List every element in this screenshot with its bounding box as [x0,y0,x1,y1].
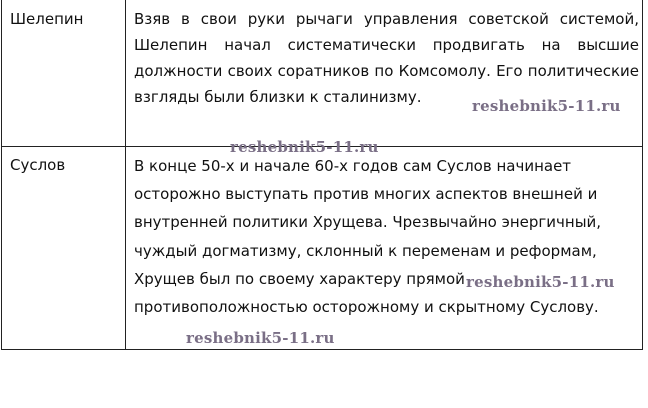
watermark: reshebnik5-11.ru [186,329,335,347]
text-line: В конце 50-х и начале 60-х годов сам Суслов начинает [134,157,572,175]
description-cell [134,152,639,321]
text-line: Шелепин начал систематически продвигать на высшие [134,36,639,54]
text-line: внутренней политики Хрущева. Чрезвычайно энергичный, [134,213,602,232]
text-line: Взяв в свои руки рычаги управления советской системой, [134,10,639,28]
text-line: чуждый догматизму, склонный к переменам и реформам, [134,241,597,260]
text-line: взгляды были близки к сталинизму. [134,88,422,106]
document-table [1,0,643,350]
text-line: противоположностью осторожному и скрытному Суслову. [134,298,599,317]
text-line: осторожно выступать против многих аспектов внешней и [134,185,598,204]
description-cell [134,6,639,110]
watermark: reshebnik5-11.ru [466,273,615,291]
person-name-cell: Шелепин [10,10,84,28]
column-divider [125,0,126,349]
text-line: должности своих соратников по Комсомолу. Его политические [134,62,639,80]
text-line: Хрущев был по своему характеру прямой [134,269,465,288]
person-name-cell: Суслов [10,156,66,174]
watermark: reshebnik5-11.ru [230,138,379,156]
watermark: reshebnik5-11.ru [472,97,621,115]
